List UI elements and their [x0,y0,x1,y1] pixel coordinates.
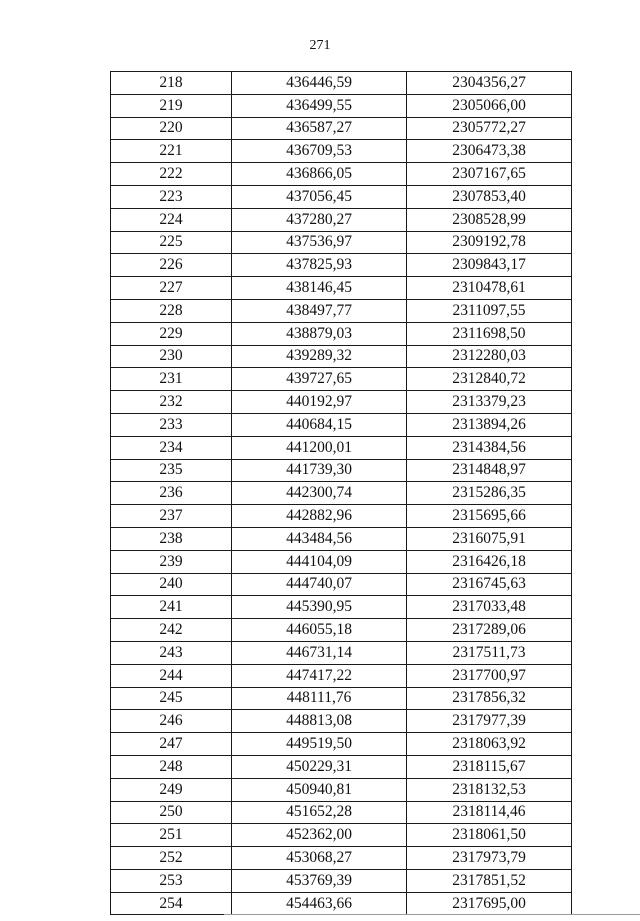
point-number-cell: 230 [111,345,232,368]
table-row [111,482,572,505]
point-number-cell: 237 [111,505,232,528]
point-number-cell: 248 [111,755,232,778]
point-number-cell: 249 [111,778,232,801]
y-coordinate-cell: 2318114,46 [407,801,572,824]
y-coordinate-cell: 2307167,65 [407,163,572,186]
y-coordinate-cell: 2318061,50 [407,824,572,847]
y-coordinate-cell: 2318132,53 [407,778,572,801]
y-coordinate-cell: 2316745,63 [407,573,572,596]
y-coordinate-cell: 2309843,17 [407,254,572,277]
point-number-cell: 222 [111,163,232,186]
y-coordinate-cell: 2311698,50 [407,322,572,345]
table-row [111,299,572,322]
x-coordinate-cell: 444104,09 [232,550,407,573]
point-number-cell: 221 [111,140,232,163]
x-coordinate-cell: 439289,32 [232,345,407,368]
point-number-cell: 246 [111,710,232,733]
y-coordinate-cell: 2306473,38 [407,140,572,163]
y-coordinate-cell: 2314848,97 [407,459,572,482]
x-coordinate-cell: 447417,22 [232,664,407,687]
table-row [111,755,572,778]
point-number-cell: 234 [111,436,232,459]
y-coordinate-cell: 2313379,23 [407,391,572,414]
x-coordinate-cell: 438879,03 [232,322,407,345]
table-row [111,847,572,870]
point-number-cell: 229 [111,322,232,345]
table-row [111,459,572,482]
x-coordinate-cell: 437280,27 [232,208,407,231]
x-coordinate-cell: 441200,01 [232,436,407,459]
y-coordinate-cell: 2316426,18 [407,550,572,573]
x-coordinate-cell: 450229,31 [232,755,407,778]
table-row [111,413,572,436]
table-row [111,208,572,231]
table-row [111,94,572,117]
table-row [111,117,572,140]
table-row [111,140,572,163]
y-coordinate-cell: 2317695,00 [407,892,572,915]
y-coordinate-cell: 2308528,99 [407,208,572,231]
x-coordinate-cell: 449519,50 [232,733,407,756]
y-coordinate-cell: 2310478,61 [407,277,572,300]
point-number-cell: 235 [111,459,232,482]
y-coordinate-cell: 2312280,03 [407,345,572,368]
x-coordinate-cell: 452362,00 [232,824,407,847]
table-row [111,687,572,710]
point-number-cell: 242 [111,619,232,642]
y-coordinate-cell: 2317033,48 [407,596,572,619]
table-row [111,163,572,186]
x-coordinate-cell: 446731,14 [232,641,407,664]
x-coordinate-cell: 453068,27 [232,847,407,870]
y-coordinate-cell: 2305066,00 [407,94,572,117]
table-row [111,641,572,664]
table-row [111,596,572,619]
point-number-cell: 232 [111,391,232,414]
coordinates-table [110,71,572,915]
x-coordinate-cell: 437056,45 [232,185,407,208]
y-coordinate-cell: 2318063,92 [407,733,572,756]
table-row [111,664,572,687]
table-row [111,185,572,208]
y-coordinate-cell: 2316075,91 [407,527,572,550]
x-coordinate-cell: 436587,27 [232,117,407,140]
x-coordinate-cell: 437825,93 [232,254,407,277]
y-coordinate-cell: 2314384,56 [407,436,572,459]
point-number-cell: 244 [111,664,232,687]
x-coordinate-cell: 443484,56 [232,527,407,550]
y-coordinate-cell: 2313894,26 [407,413,572,436]
table-row [111,254,572,277]
x-coordinate-cell: 446055,18 [232,619,407,642]
x-coordinate-cell: 444740,07 [232,573,407,596]
x-coordinate-cell: 448813,08 [232,710,407,733]
point-number-cell: 225 [111,231,232,254]
y-coordinate-cell: 2305772,27 [407,117,572,140]
point-number-cell: 240 [111,573,232,596]
table-row [111,505,572,528]
table-row [111,277,572,300]
point-number-cell: 252 [111,847,232,870]
point-number-cell: 218 [111,72,232,95]
point-number-cell: 231 [111,368,232,391]
y-coordinate-cell: 2307853,40 [407,185,572,208]
x-coordinate-cell: 438146,45 [232,277,407,300]
point-number-cell: 238 [111,527,232,550]
x-coordinate-cell: 442882,96 [232,505,407,528]
x-coordinate-cell: 436709,53 [232,140,407,163]
point-number-cell: 233 [111,413,232,436]
table-row [111,391,572,414]
table-row [111,733,572,756]
y-coordinate-cell: 2317700,97 [407,664,572,687]
x-coordinate-cell: 436446,59 [232,72,407,95]
y-coordinate-cell: 2309192,78 [407,231,572,254]
point-number-cell: 223 [111,185,232,208]
table-row [111,778,572,801]
x-coordinate-cell: 450940,81 [232,778,407,801]
point-number-cell: 224 [111,208,232,231]
coordinates-table-body [111,72,572,915]
page-number: 271 [309,38,331,53]
point-number-cell: 243 [111,641,232,664]
y-coordinate-cell: 2317289,06 [407,619,572,642]
point-number-cell: 236 [111,482,232,505]
table-row [111,869,572,892]
point-number-cell: 251 [111,824,232,847]
table-row [111,231,572,254]
y-coordinate-cell: 2317856,32 [407,687,572,710]
x-coordinate-cell: 451652,28 [232,801,407,824]
table-row [111,892,572,915]
y-coordinate-cell: 2318115,67 [407,755,572,778]
x-coordinate-cell: 454463,66 [232,892,407,915]
table-row [111,72,572,95]
point-number-cell: 245 [111,687,232,710]
x-coordinate-cell: 445390,95 [232,596,407,619]
point-number-cell: 253 [111,869,232,892]
y-coordinate-cell: 2317973,79 [407,847,572,870]
point-number-cell: 250 [111,801,232,824]
table-row [111,368,572,391]
x-coordinate-cell: 441739,30 [232,459,407,482]
x-coordinate-cell: 448111,76 [232,687,407,710]
table-row [111,824,572,847]
x-coordinate-cell: 437536,97 [232,231,407,254]
x-coordinate-cell: 440684,15 [232,413,407,436]
bottom-rule [224,914,640,915]
point-number-cell: 227 [111,277,232,300]
y-coordinate-cell: 2317511,73 [407,641,572,664]
table-row [111,322,572,345]
table-row [111,801,572,824]
table-row [111,436,572,459]
table-row [111,619,572,642]
x-coordinate-cell: 436499,55 [232,94,407,117]
point-number-cell: 247 [111,733,232,756]
point-number-cell: 226 [111,254,232,277]
x-coordinate-cell: 438497,77 [232,299,407,322]
table-row [111,550,572,573]
point-number-cell: 219 [111,94,232,117]
x-coordinate-cell: 442300,74 [232,482,407,505]
point-number-cell: 220 [111,117,232,140]
point-number-cell: 228 [111,299,232,322]
y-coordinate-cell: 2312840,72 [407,368,572,391]
y-coordinate-cell: 2304356,27 [407,72,572,95]
point-number-cell: 254 [111,892,232,915]
table-row [111,710,572,733]
x-coordinate-cell: 440192,97 [232,391,407,414]
y-coordinate-cell: 2311097,55 [407,299,572,322]
y-coordinate-cell: 2315286,35 [407,482,572,505]
table-row [111,527,572,550]
point-number-cell: 239 [111,550,232,573]
point-number-cell: 241 [111,596,232,619]
x-coordinate-cell: 439727,65 [232,368,407,391]
y-coordinate-cell: 2317851,52 [407,869,572,892]
y-coordinate-cell: 2315695,66 [407,505,572,528]
x-coordinate-cell: 453769,39 [232,869,407,892]
table-row [111,345,572,368]
table-row [111,573,572,596]
y-coordinate-cell: 2317977,39 [407,710,572,733]
x-coordinate-cell: 436866,05 [232,163,407,186]
